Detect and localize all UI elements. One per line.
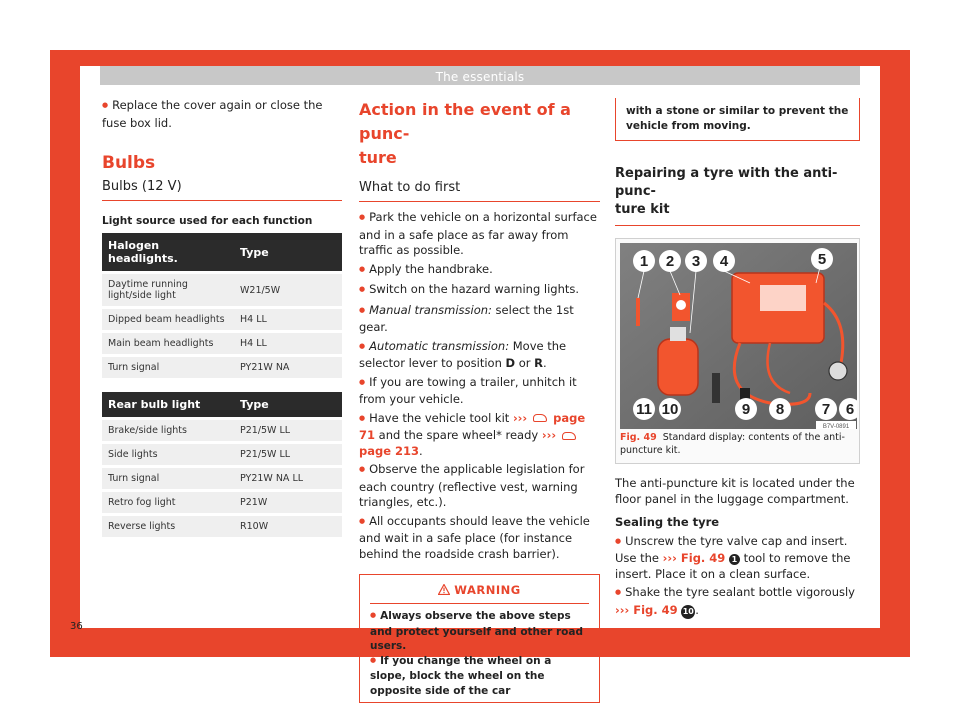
figure-number: Fig. 49 — [620, 432, 657, 443]
table-header: Type — [234, 392, 342, 419]
table-row — [102, 273, 342, 308]
header-bar — [100, 66, 860, 85]
table-cell: P21/5W LL — [234, 443, 342, 467]
list-item: ● Switch on the hazard warning lights. — [359, 282, 600, 300]
table-row — [102, 443, 342, 467]
table-cell: Main beam headlights — [102, 332, 234, 356]
list-item: ● Apply the handbrake. — [359, 262, 600, 280]
list-text: and the spare wheel* ready — [375, 428, 542, 442]
table-header: Halogen headlights. — [102, 233, 234, 273]
car-icon — [533, 414, 547, 422]
fig-label-7: 7 — [821, 401, 831, 418]
front-bulbs-table — [102, 233, 342, 378]
table-cell: Brake/side lights — [102, 419, 234, 443]
fig-label-6: 6 — [845, 401, 855, 418]
table-cell: PY21W NA LL — [234, 467, 342, 491]
table-cell: Dipped beam headlights — [102, 308, 234, 332]
section-title-bulbs: Bulbs — [102, 153, 156, 173]
callout-number: 1 — [729, 554, 740, 565]
gear-r: R — [534, 356, 544, 370]
emphasis-text: Manual transmission: — [369, 302, 492, 317]
list-text: . — [419, 443, 423, 458]
title-line: ture — [359, 148, 397, 167]
list-text: Move the selector lever to position — [359, 338, 567, 370]
list-text: Unscrew the tyre valve cap and insert. Use the — [615, 533, 848, 565]
list-item — [359, 303, 600, 336]
table-cell: H4 LL — [234, 308, 342, 332]
table-header: Rear bulb light — [102, 392, 234, 419]
list-item — [615, 585, 860, 619]
table-row — [102, 515, 342, 538]
warning-item: ● If you change the wheel on a slope, block the wheel on the opposite side of the car — [370, 654, 589, 699]
table-row — [102, 419, 342, 443]
table-cell: W21/5W — [234, 273, 342, 308]
table-cell: Reverse lights — [102, 515, 234, 538]
table-cell: Turn signal — [102, 356, 234, 379]
warning-title — [370, 583, 589, 604]
table-cell: R10W — [234, 515, 342, 538]
table-row — [102, 308, 342, 332]
table-cell: PY21W NA — [234, 356, 342, 379]
fig-label-11: 11 — [636, 401, 652, 418]
table-row — [102, 491, 342, 515]
list-item: ● Park the vehicle on a horizontal surface and in a safe place as far away from traffic as possible. — [359, 210, 600, 259]
section-title-puncture — [359, 98, 600, 170]
header-title: The essentials — [435, 70, 525, 84]
table-header: Type — [234, 233, 342, 273]
column-left — [102, 98, 342, 537]
figure-link[interactable]: ››› Fig. 49 — [615, 602, 678, 617]
warning-continued-text: with a stone or similar to prevent the vehicle from moving. — [626, 105, 849, 132]
subtitle-line: Repairing a tyre with the anti-punc- — [615, 166, 838, 199]
list-item — [615, 534, 860, 583]
figure-caption-text: Standard display: contents of the anti-puncture kit. — [620, 432, 845, 456]
intro-text: ● Replace the cover again or close the fuse box lid. — [102, 98, 342, 131]
warning-triangle-icon — [438, 584, 450, 595]
warning-box-continued — [615, 98, 860, 141]
list-item: ● Observe the applicable legislation for each country (reflective vest, warning triangles, etc.). — [359, 462, 600, 511]
subtitle-repair-kit — [615, 165, 860, 226]
table-caption: Light source used for each function — [102, 215, 313, 227]
fig-label-8: 8 — [775, 401, 785, 418]
fig-label-3: 3 — [691, 253, 701, 270]
table-cell: Retro fog light — [102, 491, 234, 515]
fig-label-5: 5 — [817, 251, 827, 268]
warning-title-text: WARNING — [454, 583, 521, 597]
title-line: Action in the event of a punc- — [359, 100, 571, 143]
kit-photo — [620, 243, 857, 429]
sealing-title: Sealing the tyre — [615, 515, 720, 529]
table-cell: P21W — [234, 491, 342, 515]
callout-number: 10 — [681, 605, 695, 619]
table-cell: P21/5W LL — [234, 419, 342, 443]
list-item: ● If you are towing a trailer, unhitch it from your vehicle. — [359, 375, 600, 408]
list-item — [359, 411, 600, 460]
table-cell: Turn signal — [102, 467, 234, 491]
sealant-bottle-shape — [658, 339, 698, 395]
list-text: . — [695, 602, 699, 617]
gear-d: D — [505, 356, 516, 370]
page-link[interactable]: ››› page 71 — [359, 410, 586, 442]
table-cell: H4 LL — [234, 332, 342, 356]
table-row — [102, 356, 342, 379]
list-text: Shake the tyre sealant bottle vigorously — [625, 585, 855, 599]
kit-location-text: The anti-puncture kit is located under the floor panel in the luggage compartment. — [615, 476, 855, 506]
fig-label-2: 2 — [665, 253, 675, 270]
subtitle-line: ture kit — [615, 202, 670, 217]
list-text: select the 1st gear. — [359, 302, 574, 334]
figure-caption — [620, 431, 857, 457]
list-text: tool to remove the insert. Place it on a clean surface. — [615, 551, 851, 581]
column-middle — [359, 98, 600, 703]
kit-illustration — [620, 243, 857, 429]
list-item: ● All occupants should leave the vehicle and wait in a safe place (for instance behind the roadside crash barrier). — [359, 514, 600, 563]
figure-code: B7V-0891 — [822, 424, 850, 429]
subtitle-first-steps: What to do first — [359, 180, 600, 202]
table-cell: Side lights — [102, 443, 234, 467]
column-right — [615, 98, 860, 622]
rear-bulbs-table — [102, 392, 342, 537]
page-number: 36 — [70, 621, 83, 632]
figure-anti-puncture-kit — [615, 238, 860, 464]
list-text: Have the vehicle tool kit — [369, 410, 513, 425]
table-row — [102, 332, 342, 356]
table-cell: Daytime running light/side light — [102, 273, 234, 308]
fig-label-9: 9 — [741, 401, 751, 418]
fig-label-4: 4 — [719, 253, 729, 270]
list-item — [359, 339, 600, 372]
figure-link[interactable]: ››› Fig. 49 — [662, 551, 726, 565]
warning-box — [359, 574, 600, 703]
table-row — [102, 467, 342, 491]
warning-item: ● Always observe the above steps and protect yourself and other road users. — [370, 609, 589, 654]
list-text: or — [515, 356, 535, 370]
subsection-title: Bulbs (12 V) — [102, 179, 342, 201]
fig-label-10: 10 — [661, 401, 679, 418]
emphasis-text: Automatic transmission: — [369, 338, 510, 353]
list-text: . — [543, 356, 547, 370]
car-icon — [562, 432, 576, 440]
page-link[interactable]: ››› page 213 — [359, 428, 578, 458]
fig-label-1: 1 — [639, 253, 649, 270]
